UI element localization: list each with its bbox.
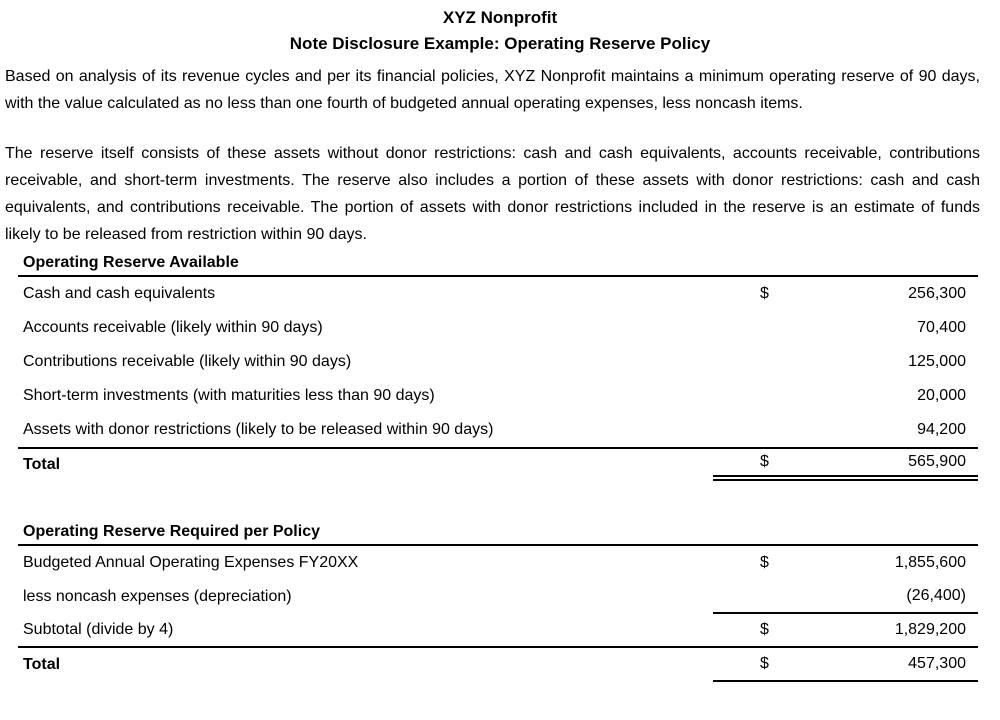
page-subtitle: Note Disclosure Example: Operating Reserve Policy <box>289 34 711 53</box>
total-label: Total <box>23 456 61 473</box>
amount-cell <box>713 413 978 447</box>
table-row <box>18 311 978 345</box>
amount-cell <box>713 277 978 311</box>
table-row <box>18 546 978 580</box>
amount-value: 457,300 <box>908 655 966 672</box>
total-label: Total <box>23 656 61 673</box>
row-label: Cash and cash equivalents <box>23 285 216 302</box>
total-row <box>18 447 978 481</box>
currency-symbol: $ <box>760 285 769 302</box>
amount-value: 125,000 <box>908 353 966 370</box>
table-header: Operating Reserve Required per Policy <box>18 522 978 546</box>
row-label: Budgeted Annual Operating Expenses FY20XX <box>23 554 359 571</box>
row-label: less noncash expenses (depreciation) <box>23 588 292 605</box>
table-row <box>18 277 978 311</box>
total-row <box>18 648 978 682</box>
total-amount-cell <box>713 648 978 682</box>
currency-symbol: $ <box>760 554 769 571</box>
amount-value: 20,000 <box>917 387 966 404</box>
operating-reserve-required-table <box>18 522 978 682</box>
currency-symbol: $ <box>760 453 769 470</box>
table-row <box>18 413 978 447</box>
table-row <box>18 379 978 413</box>
total-amount-cell <box>713 449 978 481</box>
table-header: Operating Reserve Available <box>18 253 978 277</box>
amount-cell <box>713 311 978 345</box>
document-header <box>0 5 1000 57</box>
amount-cell <box>713 345 978 379</box>
amount-value: 1,855,600 <box>894 554 966 571</box>
amount-cell <box>713 580 978 614</box>
amount-value: 1,829,200 <box>894 621 966 638</box>
currency-symbol: $ <box>760 655 769 672</box>
amount-cell <box>713 379 978 413</box>
row-label: Accounts receivable (likely within 90 days) <box>23 319 323 336</box>
amount-cell <box>713 614 978 646</box>
subtotal-row <box>18 614 978 648</box>
reserve-composition-paragraph: The reserve itself consists of these assets without donor restrictions: cash and cash equivalents, accounts receivable, contributions receivable, and short-term investments. The reserve also includes a portion of these assets with donor restrictions: cash and cash equivalents, and contributions receivable. The portion of assets with donor restrictions included in the reserve is an estimate of funds likely to be released from restriction within 90 days. <box>5 145 980 243</box>
amount-value: 565,900 <box>908 453 966 470</box>
amount-value: 70,400 <box>917 319 966 336</box>
row-label: Short-term investments (with maturities less than 90 days) <box>23 387 435 404</box>
page-title: XYZ Nonprofit <box>442 8 558 27</box>
amount-value: (26,400) <box>906 587 966 604</box>
policy-paragraph: Based on analysis of its revenue cycles and per its financial policies, XYZ Nonprofit maintains a minimum operating reserve of 90 days, with the value calculated as no less than one fourth of budgeted annual operating expenses, less noncash items. <box>5 68 980 112</box>
operating-reserve-available-table <box>18 253 978 481</box>
amount-cell <box>713 546 978 580</box>
amount-value: 94,200 <box>917 421 966 438</box>
currency-symbol: $ <box>760 621 769 638</box>
row-label: Subtotal (divide by 4) <box>23 621 174 638</box>
table-row <box>18 580 978 614</box>
amount-value: 256,300 <box>908 285 966 302</box>
row-label: Contributions receivable (likely within 90 days) <box>23 353 352 370</box>
table-row <box>18 345 978 379</box>
row-label: Assets with donor restrictions (likely to be released within 90 days) <box>23 421 494 438</box>
